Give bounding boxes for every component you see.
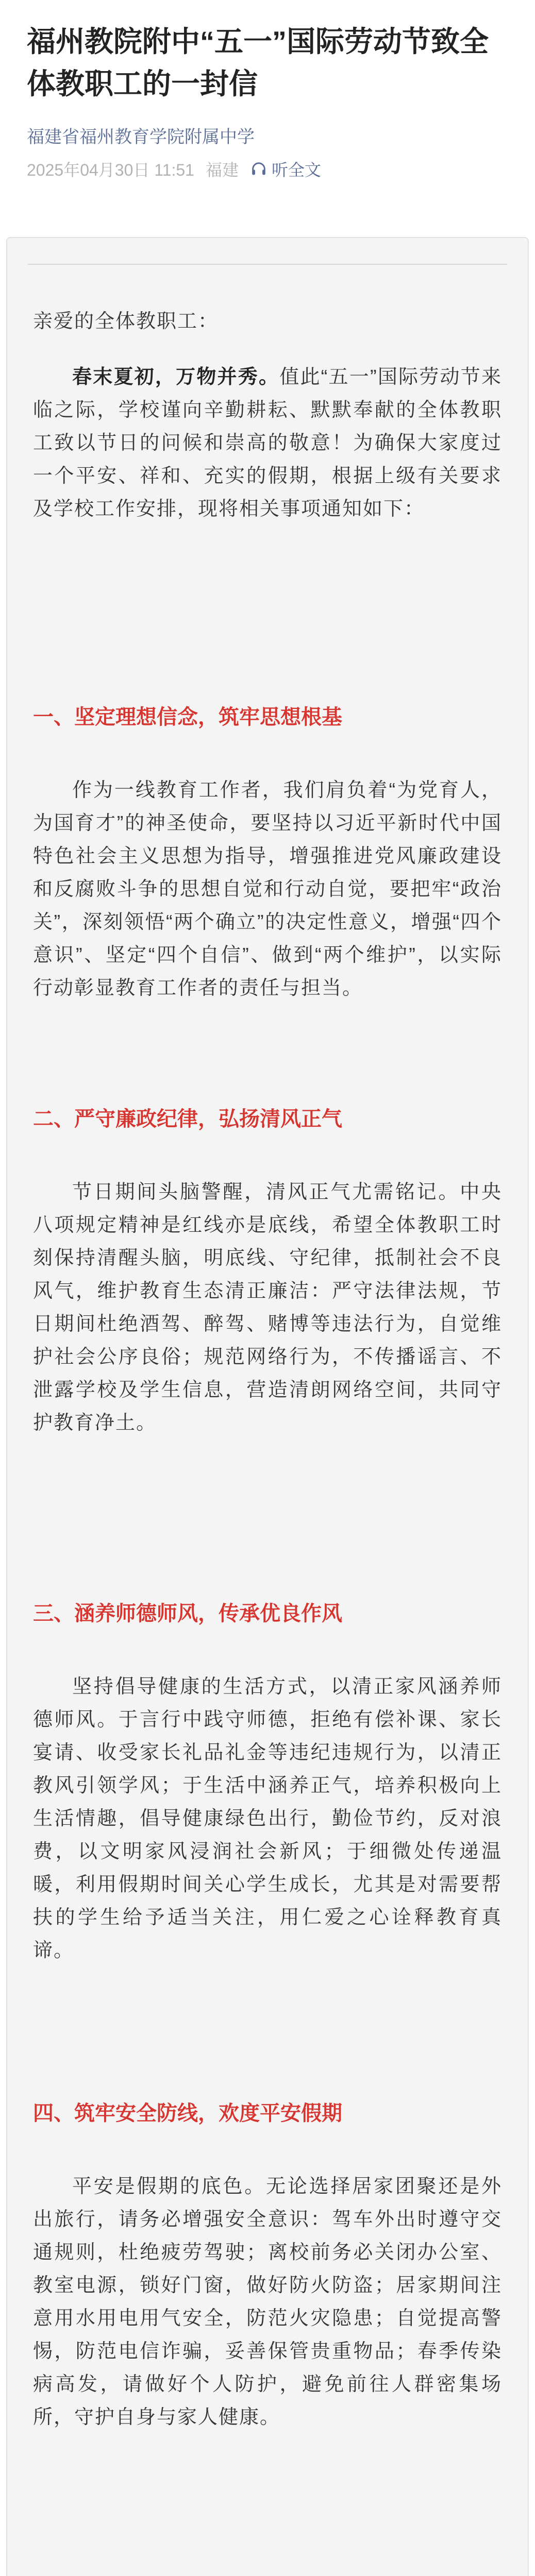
publish-date: 2025年04月30日 11:51: [27, 161, 194, 179]
intro-bold-text: 春末夏初，万物并秀。: [72, 366, 280, 388]
letter-content: [6, 237, 529, 2576]
section-body-3: [33, 1670, 502, 1967]
section-title-1: 一、坚定理想信念，筑牢思想根基: [33, 706, 342, 728]
section-body-1: [33, 774, 502, 1005]
section-title-3: 三、涵养师德师风，传承优良作风: [33, 1602, 342, 1625]
section-body-4: [33, 2170, 502, 2434]
listen-full-label: 听全文: [272, 161, 322, 179]
listen-full-button[interactable]: [250, 157, 321, 181]
section-title-4: 四、筑牢安全防线，欢度平安假期: [33, 2102, 342, 2125]
headphones-icon: [250, 160, 268, 178]
account-name-link[interactable]: 福建省福州教育学院附属中学: [27, 127, 255, 147]
letter-intro: [33, 305, 502, 526]
section-title-2: 二、严守廉政纪律，弘扬清风正气: [33, 1108, 342, 1130]
greeting: 亲爱的全体教职工：: [33, 311, 219, 332]
section-text-2: 节日期间头脑警醒，清风正气尤需铭记。中央八项规定精神是红线亦是底线，希望全体教职工时刻保持清醒头脑，明底线、守纪律，抵制社会不良风气，维护教育生态清正廉洁：严守法律法规，节日期间杜绝酒驾、醉驾、赌博等违法行为，自觉维护社会公序良俗；规范网络行为，不传播谣言、不泄露学校及学生信息，营造清朗网络空间，共同守护教育净土。: [33, 1181, 502, 1434]
section-text-3: 坚持倡导健康的生活方式，以清正家风涵养师德师风。于言行中践守师德，拒绝有偿补课、家长宴请、收受家长礼品礼金等违纪违规行为，以清正教风引领学风；于生活中涵养正气，培养积极向上生活情趣，倡导健康绿色出行，勤俭节约，反对浪费，以文明家风浸润社会新风；于细微处传递温暖，利用假期时间关心学生成长，尤其是对需要帮扶的学生给予适当关注，用仁爱之心诠释教育真谛。: [33, 1676, 502, 1961]
section-body-2: [33, 1176, 502, 1439]
article-title: 福州教院附中“五一”国际劳动节致全体教职工的一封信: [27, 25, 489, 100]
article-header: [27, 21, 508, 181]
intro-text: 值此“五一”国际劳动节来临之际，学校谨向辛勤耕耘、默默奉献的全体教职工致以节日的问候和崇高的敬意！为确保大家度过一个平安、祥和、充实的假期，根据上级有关要求及学校工作安排，现将相关事项通知如下：: [33, 366, 502, 520]
section-text-4: 平安是假期的底色。无论选择居家团聚还是外出旅行，请务必增强安全意识：驾车外出时遵守交通规则，杜绝疲劳驾驶；离校前务必关闭办公室、教室电源，锁好门窗，做好防火防盗；居家期间注意用水用电用气安全，防范火灾隐患；自觉提高警惕，防范电信诈骗，妥善保管贵重物品；春季传染病高发，请做好个人防护，避免前往人群密集场所，守护自身与家人健康。: [33, 2176, 502, 2428]
divider: [28, 264, 507, 265]
article-meta: [27, 157, 508, 181]
intro-paragraph: [33, 361, 502, 526]
publish-location: 福建: [205, 161, 239, 179]
section-text-1: 作为一线教育工作者，我们肩负着“为党育人，为国育才”的神圣使命，要坚持以习近平新时代中国特色社会主义思想为指导，增强推进党风廉政建设和反腐败斗争的思想自觉和行动自觉，要把牢“政治关”，深刻领悟“两个确立”的决定性意义，增强“四个意识”、坚定“四个自信”、做到“两个维护”，以实际行动彰显教育工作者的责任与担当。: [33, 779, 502, 999]
